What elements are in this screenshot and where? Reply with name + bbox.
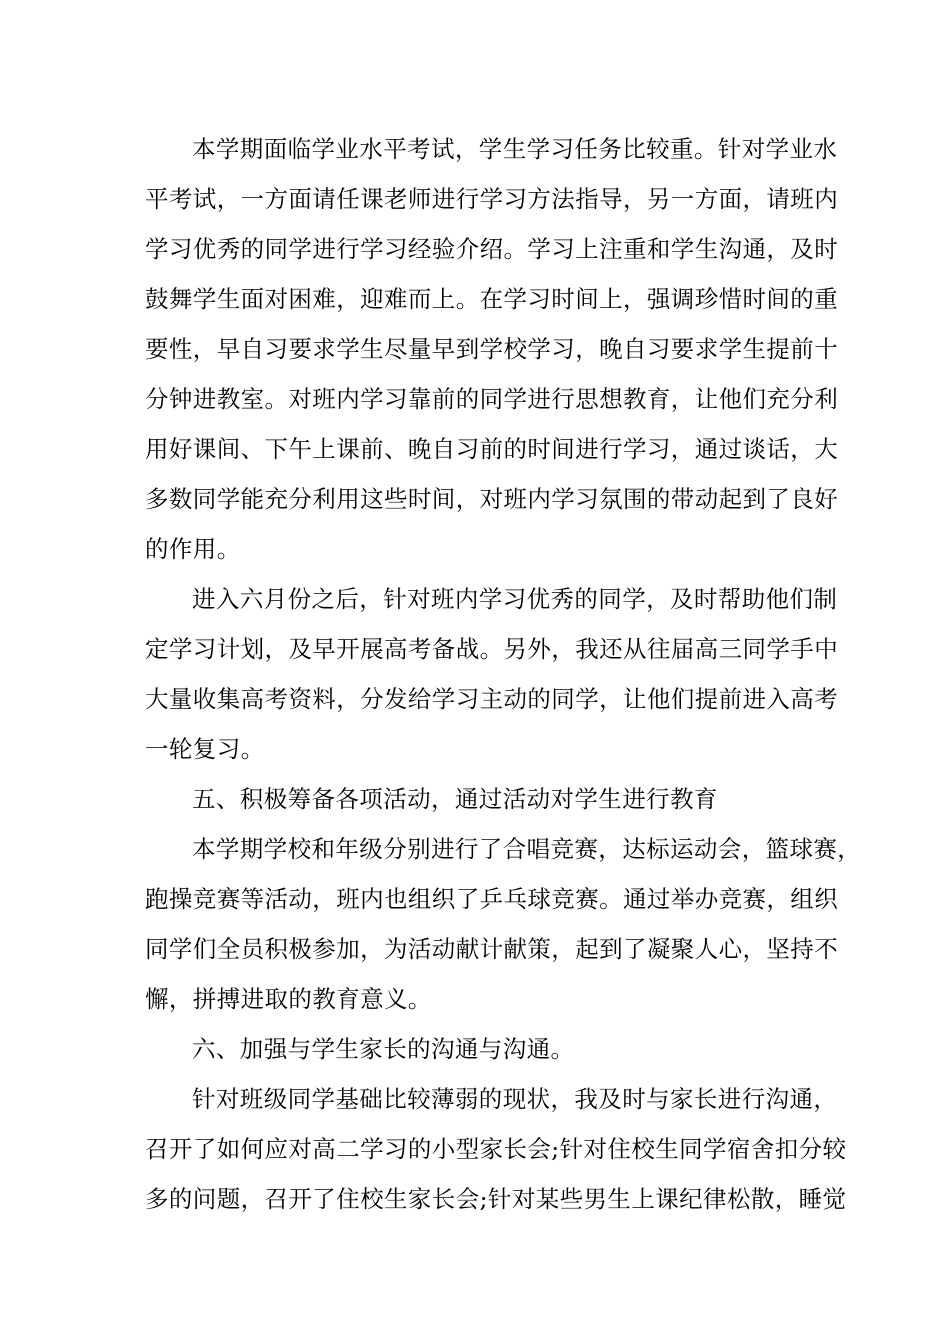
paragraph-june-plan	[145, 574, 839, 774]
text-line: 本学期学校和年级分别进行了合唱竞赛，达标运动会，篮球赛，	[192, 835, 862, 863]
text-line: 大量收集高考资料，分发给学习主动的同学，让他们提前进入高考	[145, 685, 839, 713]
text-line: 六、加强与学生家长的沟通与沟通。	[192, 1035, 575, 1063]
text-line: 懈，拼搏进取的教育意义。	[145, 985, 432, 1013]
paragraph-study-tasks	[145, 124, 839, 574]
section-heading-parents	[145, 1024, 813, 1074]
section-heading-activities	[145, 774, 813, 824]
text-line: 召开了如何应对高二学习的小型家长会;针对住校生同学宿舍扣分较	[145, 1135, 847, 1163]
text-line: 同学们全员积极参加，为活动献计献策，起到了凝聚人心，坚持不	[145, 935, 839, 963]
text-line: 学习优秀的同学进行学习经验介绍。学习上注重和学生沟通，及时	[145, 235, 839, 263]
paragraph-activities	[145, 824, 862, 1024]
text-line: 一轮复习。	[145, 735, 265, 763]
document-page	[145, 124, 862, 1224]
paragraph-parents	[145, 1074, 847, 1224]
text-line: 本学期面临学业水平考试，学生学习任务比较重。针对学业水	[192, 135, 838, 163]
text-line: 针对班级同学基础比较薄弱的现状，我及时与家长进行沟通，	[192, 1085, 838, 1113]
text-line: 五、积极筹备各项活动，通过活动对学生进行教育	[192, 785, 718, 813]
text-line: 多数同学能充分利用这些时间，对班内学习氛围的带动起到了良好	[145, 485, 839, 513]
text-line: 的作用。	[145, 535, 241, 563]
text-line: 跑操竞赛等活动，班内也组织了乒乓球竞赛。通过举办竞赛，组织	[145, 885, 839, 913]
text-line: 平考试，一方面请任课老师进行学习方法指导，另一方面，请班内	[145, 185, 839, 213]
text-line: 定学习计划，及早开展高考备战。另外，我还从往届高三同学手中	[145, 635, 839, 663]
text-line: 要性，早自习要求学生尽量早到学校学习，晚自习要求学生提前十	[145, 335, 839, 363]
text-line: 鼓舞学生面对困难，迎难而上。在学习时间上，强调珍惜时间的重	[145, 285, 839, 313]
text-line: 分钟进教室。对班内学习靠前的同学进行思想教育，让他们充分利	[145, 385, 839, 413]
text-line: 进入六月份之后，针对班内学习优秀的同学，及时帮助他们制	[192, 585, 838, 613]
text-line: 用好课间、下午上课前、晚自习前的时间进行学习，通过谈话，大	[145, 435, 839, 463]
text-line: 多的问题，召开了住校生家长会;针对某些男生上课纪律松散，睡觉	[145, 1185, 847, 1213]
